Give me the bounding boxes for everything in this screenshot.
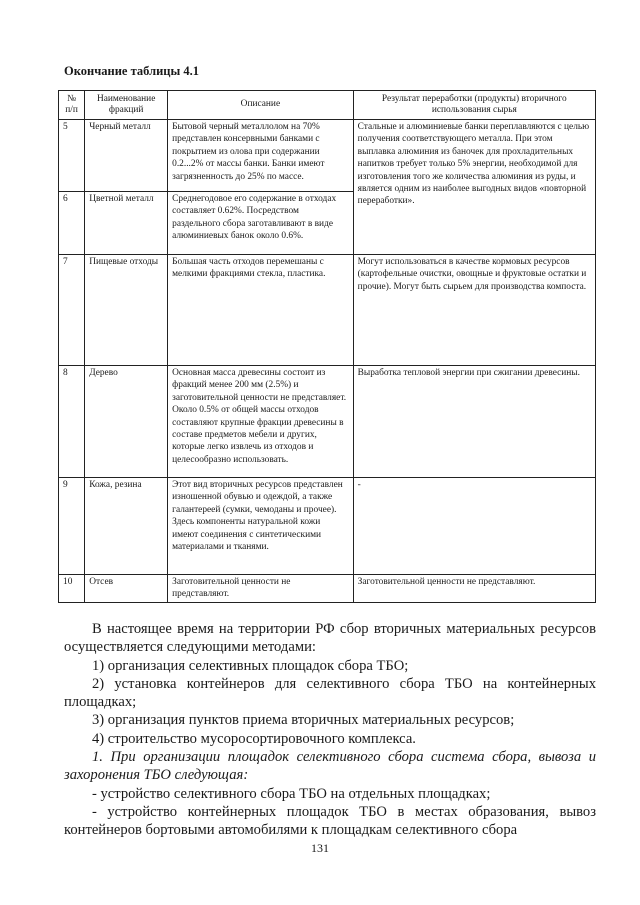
table-caption: Окончание таблицы 4.1 [64, 64, 199, 78]
row-description: Этот вид вторичных ресурсов представлен изношенной обувью и одеждой, а также галантереей (сумки, чемоданы и прочее). Здесь компоненты натуральной кожи имеют соединения с синтетическими материалами и тканями. [168, 478, 354, 575]
row-description: Среднегодовое его содержание в отходах составляет 0.62%. Посредством раздельного сбора заготавливают в виде алюминиевых банок около 0.6%. [168, 192, 354, 255]
page-number: 131 [311, 841, 329, 855]
method-3: 3) организация пунктов приема вторичных материальных ресурсов; [92, 712, 515, 729]
row-result: Могут использоваться в качестве кормовых ресурсов (картофельные очистки, овощные и фруктовые остатки и прочие). Могут быть сырьем для производства компоста. [353, 255, 595, 366]
section-heading: 1. При организации площадок селективного сбора система сбора, вывоза и захоронения ТБО следующая: [64, 749, 596, 784]
row-name: Кожа, резина [85, 478, 168, 575]
body-text [64, 620, 596, 840]
header-result: Результат переработки (продукты) вторичного использования сырья [353, 91, 595, 120]
row-result: - [353, 478, 595, 575]
row-num: 7 [59, 255, 85, 366]
waste-fractions-table [58, 90, 596, 603]
row-num: 6 [59, 192, 85, 255]
row-result-metals: Стальные и алюминиевые банки переплавляются с целью получения соответствующего металла. При этом выплавка алюминия из баночек для прохладительных напитков требует только 5% энергии, необходимой для изготовления того же количества алюминия из руды, и является одним из наиболее выгодных видов «повторной переработки». [353, 120, 595, 255]
row-name: Отсев [85, 575, 168, 603]
row-description: Бытовой черный металлолом на 70% представлен консервными банками с покрытием из олова при содержании 0.2...2% от массы банки. Банки имеют загрязненность до 25% по массе. [168, 120, 354, 192]
row-result: Заготовительной ценности не представляют. [353, 575, 595, 603]
row-num: 10 [59, 575, 85, 603]
table-row [59, 575, 596, 603]
row-num: 5 [59, 120, 85, 192]
row-name: Черный металл [85, 120, 168, 192]
bullet-1: - устройство селективного сбора ТБО на отдельных площадках; [92, 785, 491, 802]
method-4: 4) строительство мусоросортировочного комплекса. [92, 730, 416, 747]
table-row [59, 255, 596, 366]
table-header-row [59, 91, 596, 120]
row-name: Дерево [85, 366, 168, 478]
row-num: 8 [59, 366, 85, 478]
header-description: Описание [168, 91, 354, 120]
header-num: № п/п [59, 91, 85, 120]
row-description: Заготовительной ценности не представляют. [168, 575, 354, 603]
row-description: Большая часть отходов перемешаны с мелкими фракциями стекла, пластика. [168, 255, 354, 366]
table-row [59, 478, 596, 575]
row-num: 9 [59, 478, 85, 575]
row-name: Пищевые отходы [85, 255, 168, 366]
paragraph-intro: В настоящее время на территории РФ сбор вторичных материальных ресурсов осуществляется следующими методами: [64, 621, 596, 656]
row-description: Основная масса древесины состоит из фракций менее 200 мм (2.5%) и заготовительной ценности не представляет. Около 0.5% от общей массы отходов составляют крупные фракции древесины в составе предметов мебели и других, которые легко извлечь из отходов и целесообразно использовать. [168, 366, 354, 478]
row-name: Цветной металл [85, 192, 168, 255]
table-row [59, 120, 596, 192]
header-name: Наименование фракций [85, 91, 168, 120]
row-result: Выработка тепловой энергии при сжигании древесины. [353, 366, 595, 478]
table-row [59, 366, 596, 478]
bullet-2: - устройство контейнерных площадок ТБО в местах образования, вывоз контейнеров бортовыми автомобилями к площадкам селективного сбора [64, 803, 596, 839]
method-2: 2) установка контейнеров для селективного сбора ТБО на контейнерных площадках; [64, 675, 596, 711]
method-1: 1) организация селективных площадок сбора ТБО; [92, 657, 409, 674]
